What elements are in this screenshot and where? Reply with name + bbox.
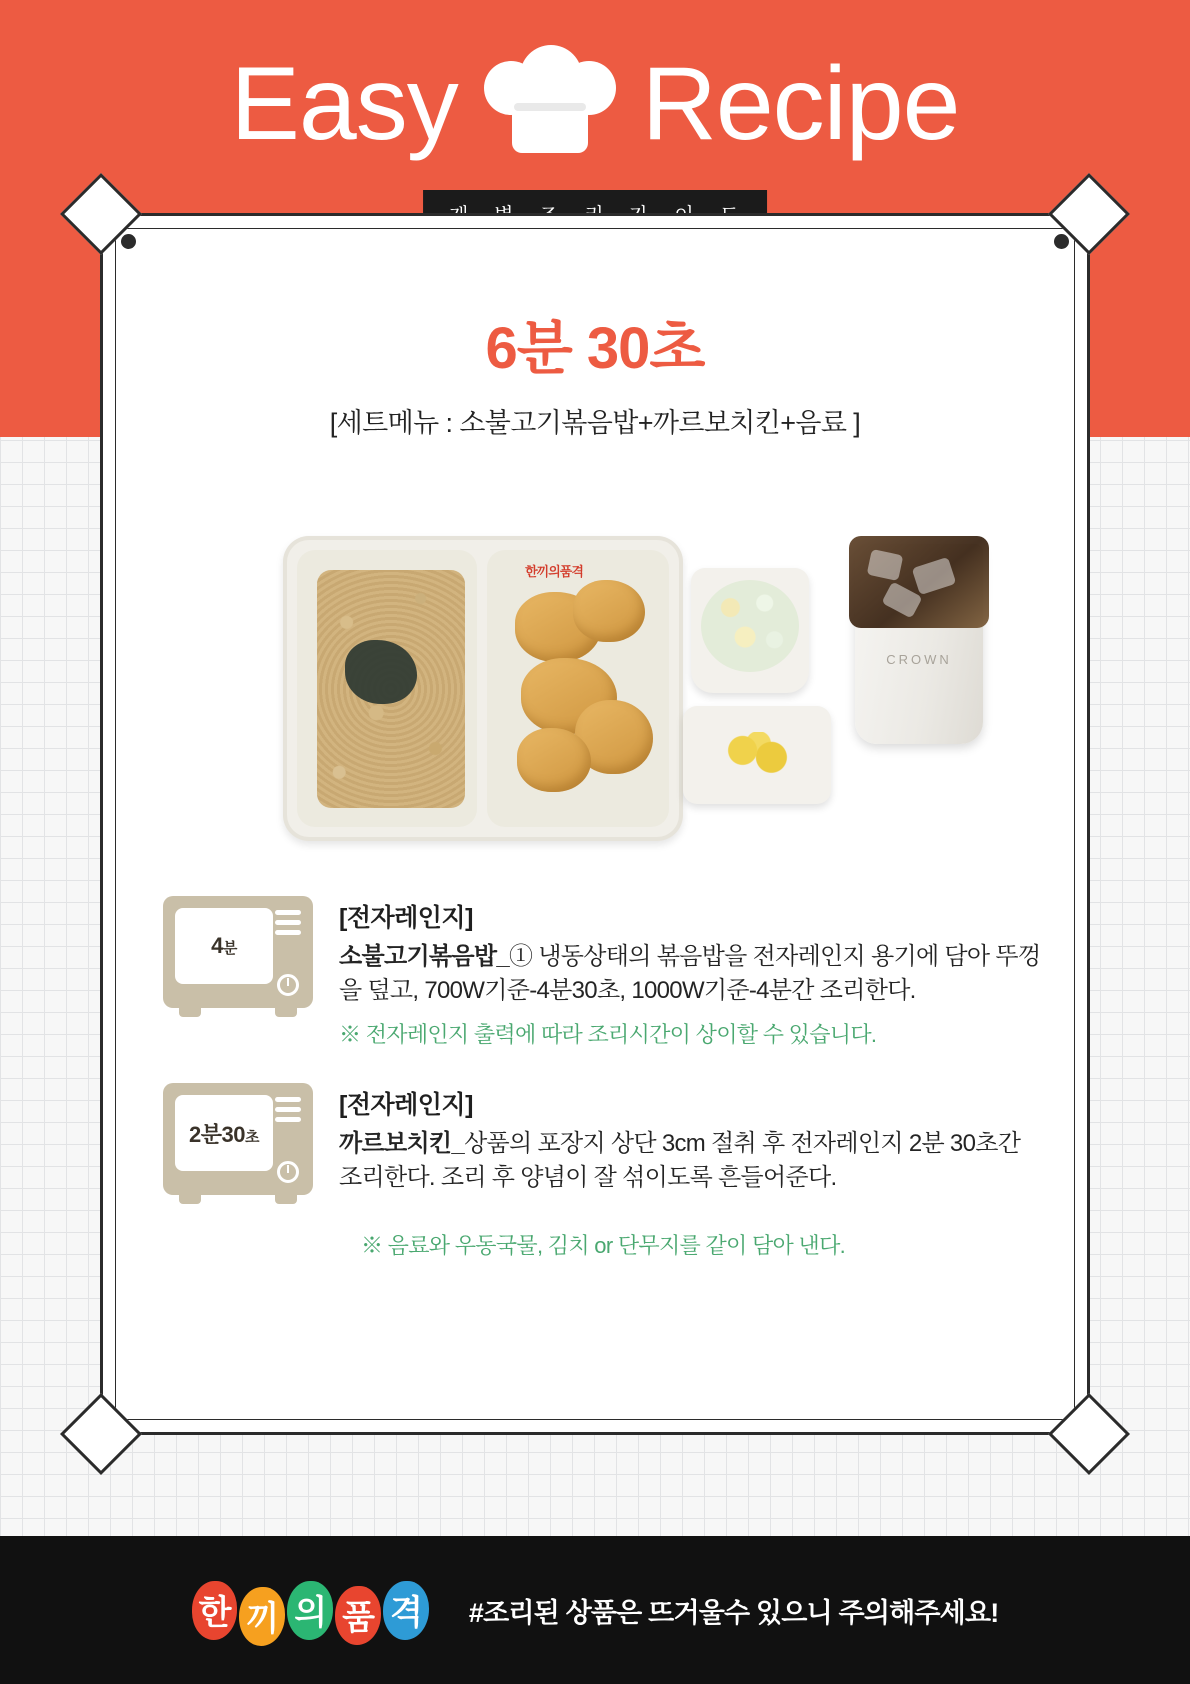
pickled-radish (721, 732, 793, 778)
recipe-card (100, 213, 1090, 1435)
side-dish-tray (683, 706, 831, 804)
soup-cup (691, 568, 809, 693)
step-timer-main: 4 (211, 933, 223, 958)
step-timer-unit: 초 (244, 1128, 259, 1146)
tray-compartment-chicken (487, 550, 669, 827)
step-appliance-label: [전자레인지] (339, 1091, 473, 1120)
brand-title-left: Easy (230, 46, 458, 162)
total-cook-time: 6분 30초 (485, 316, 705, 381)
logo-char: 의 (287, 1581, 333, 1640)
logo-char: 격 (383, 1581, 429, 1640)
step-timer-main: 2분30 (189, 1121, 245, 1147)
step-body-text: ① 냉동상태의 볶음밥을 전자레인지 용기에 담아 뚜껑을 덮고, 700W기준-4분30초, 1000W기준-4분간 조리한다. (339, 943, 1041, 1005)
photo-logo-stamp: 한끼의품격 (525, 564, 583, 579)
step-appliance-label: [전자레인지] (339, 904, 473, 932)
bottom-note: ※ 음료와 우동국물, 김치 or 단무지를 같이 담아 낸다. (360, 1233, 846, 1259)
meal-tray (283, 536, 683, 841)
brand-title-right: Recipe (641, 46, 960, 162)
caution-text: #조리된 상품은 뜨거울수 있으니 주의해주세요! (468, 1597, 999, 1628)
brand-logo (192, 1581, 429, 1640)
corner-dot-tl (121, 234, 136, 249)
logo-char: 한 (192, 1581, 238, 1640)
step-timer-unit: 분 (222, 940, 237, 957)
step-body-text: 상품의 포장지 상단 3cm 절취 후 전자레인지 2분 30초간 조리한다. 조리 후 양념이 잘 섞이도록 흔들어준다. (339, 1130, 1021, 1192)
logo-char: 끼 (239, 1587, 285, 1646)
corner-notch-bl (60, 1393, 142, 1475)
corner-notch-br (1048, 1393, 1130, 1475)
udon-broth (701, 580, 799, 672)
tray-compartment-rice (297, 550, 477, 827)
footer-bar (0, 1536, 1190, 1684)
logo-char: 품 (335, 1586, 381, 1645)
step-title: 소불고기볶음밥_ (339, 943, 510, 970)
corner-dot-tr (1054, 234, 1069, 249)
cooking-step (163, 1083, 1043, 1195)
step-title: 까르보치킨_ (339, 1130, 465, 1158)
microwave-icon (163, 1083, 313, 1195)
cooking-step (163, 896, 1043, 1049)
beverage-cup (855, 544, 983, 744)
chef-hat-icon (484, 45, 616, 163)
cooking-steps (163, 896, 1043, 1260)
set-menu-label: [세트메뉴 : 소불고기볶음밥+까르보치킨+음료 ] (329, 408, 861, 438)
microwave-icon (163, 896, 313, 1008)
step-note: ※ 전자레인지 출력에 따라 조리시간이 상이할 수 있습니다. (339, 1022, 877, 1048)
food-photo (183, 516, 1013, 856)
brand-row (0, 34, 1190, 174)
cup-brand-label: CROWN (886, 652, 952, 667)
